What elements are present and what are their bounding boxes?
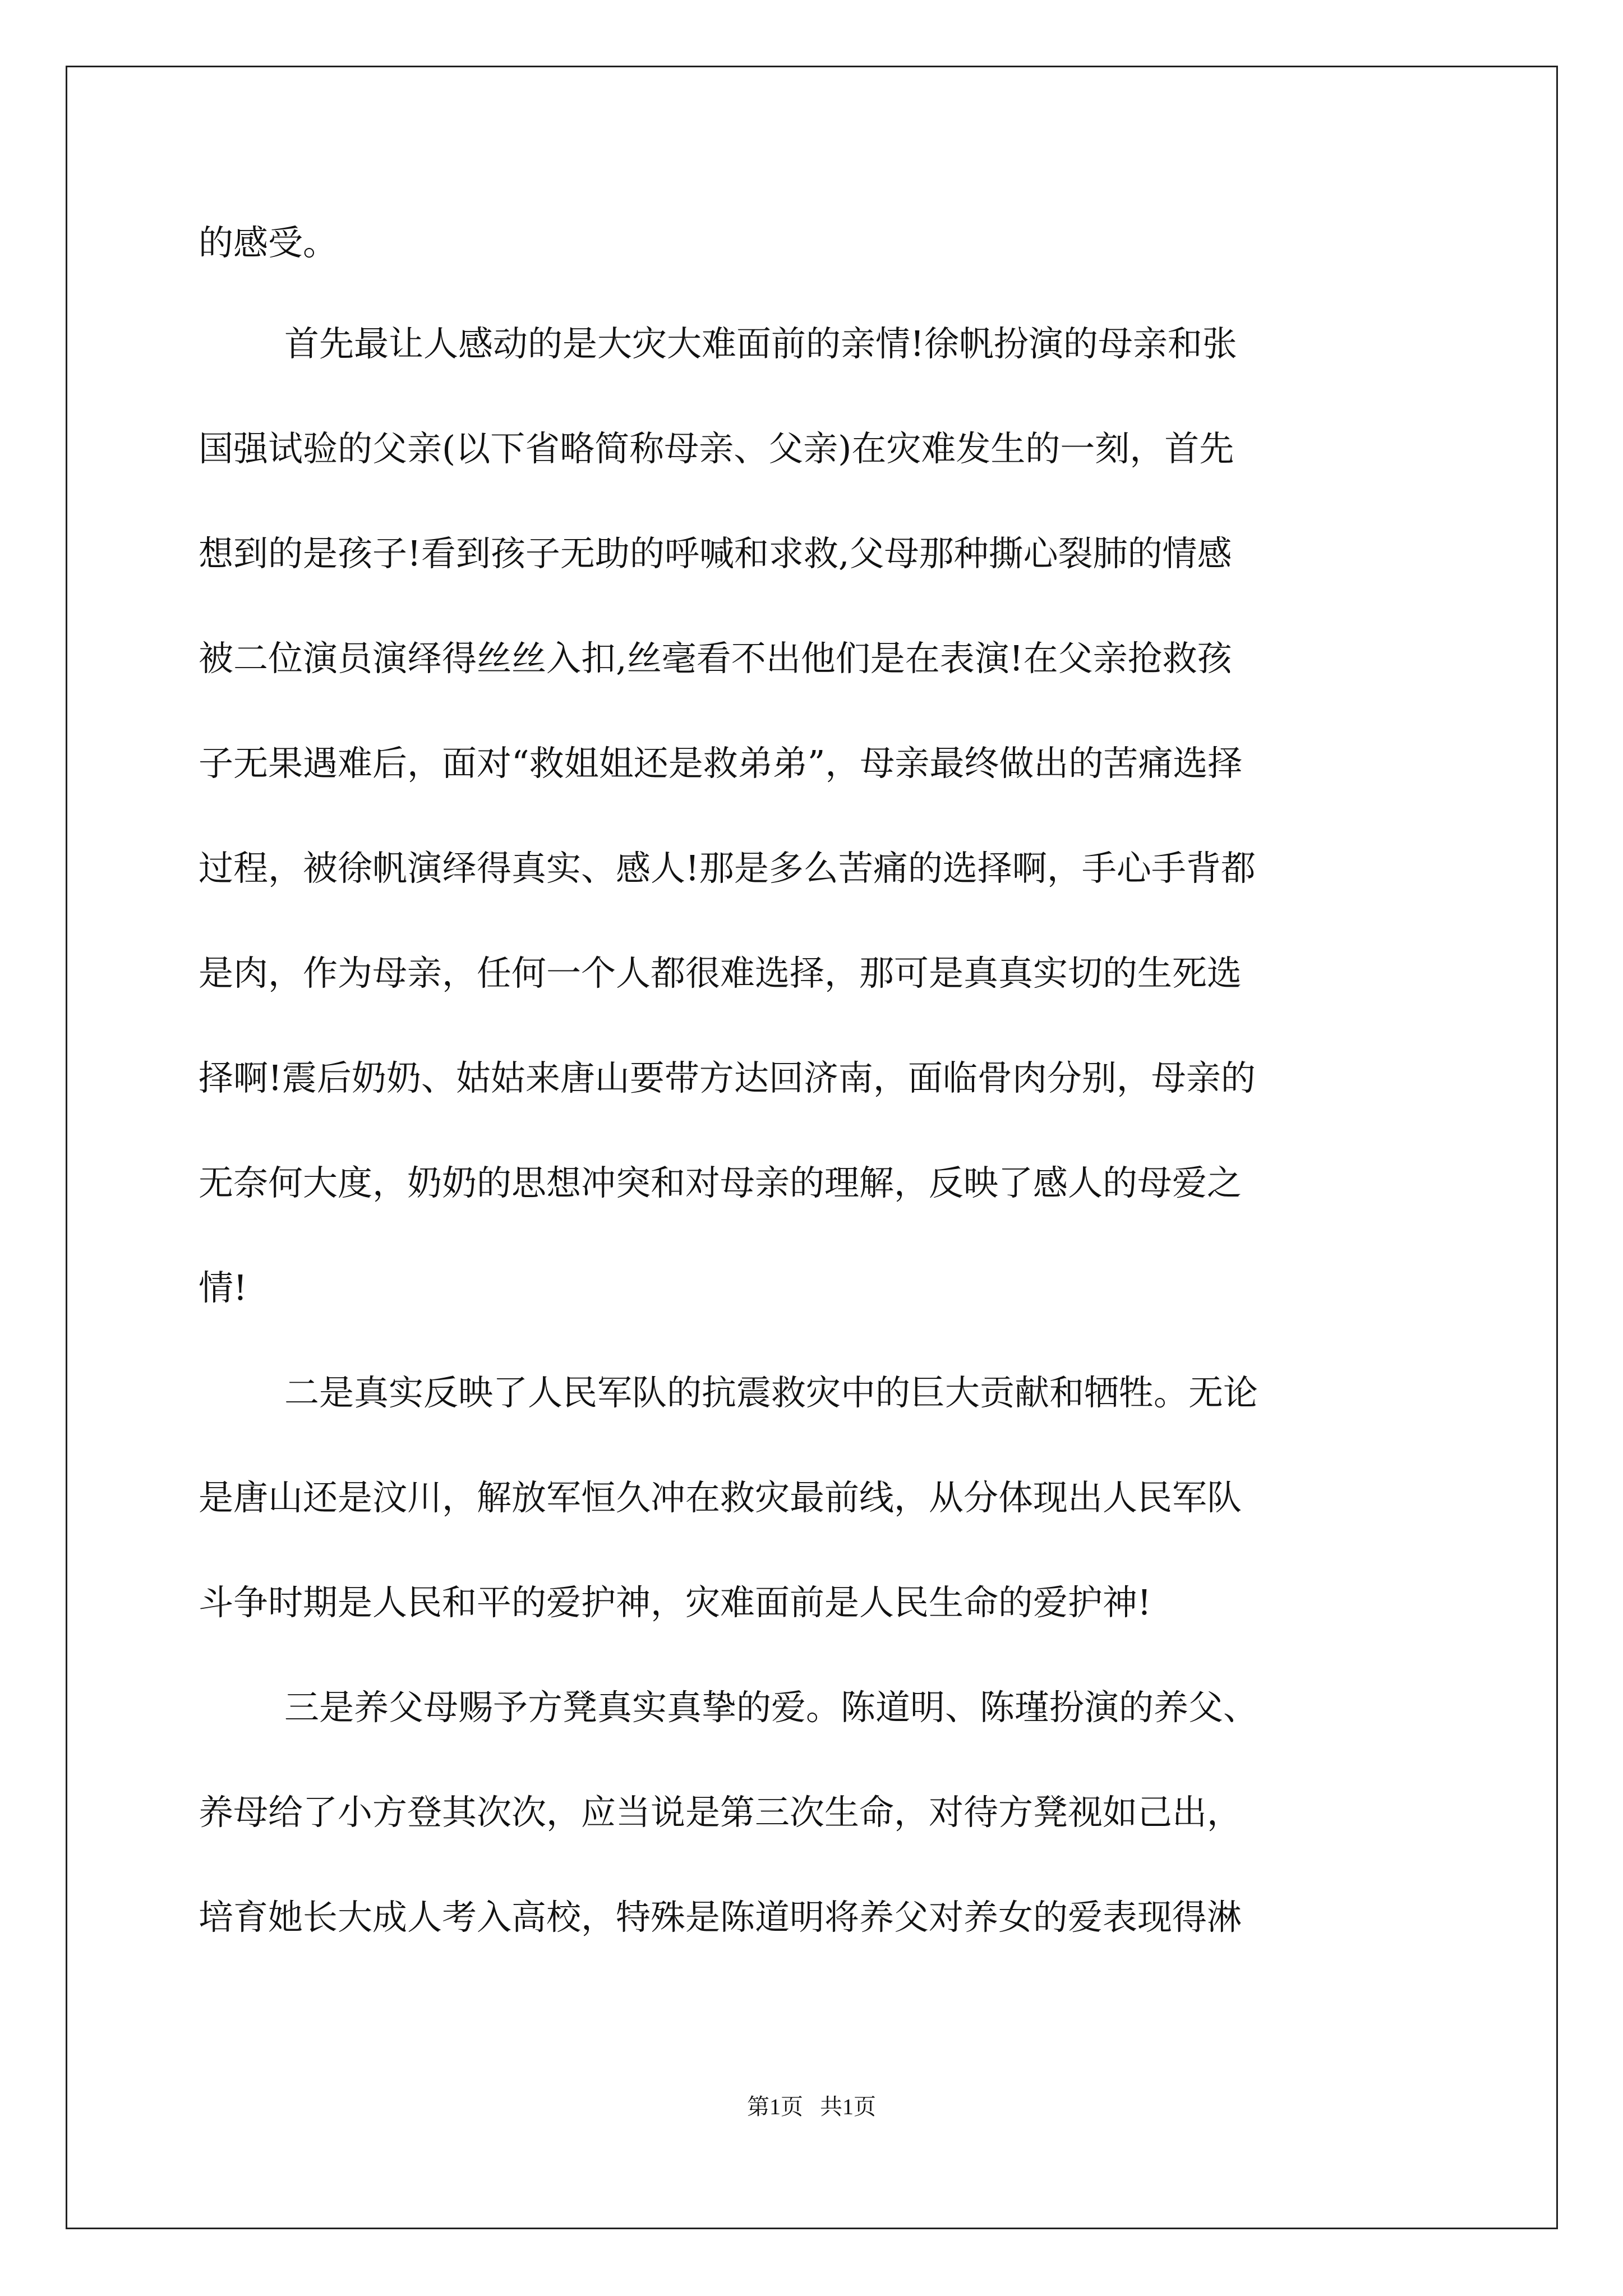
text-line: 被二位演员演绎得丝丝入扣,丝毫看不出他们是在表演!在父亲抢救孩	[199, 638, 1232, 679]
text-line: 过程，被徐帆演绎得真实、感人!那是多么苦痛的选择啊，手心手背都	[199, 848, 1256, 889]
text-line: 是唐山还是汶川，解放军恒久冲在救灾最前线，从分体现出人民军队	[199, 1477, 1242, 1518]
text-line: 子无果遇难后，面对“救姐姐还是救弟弟”，母亲最终做出的苦痛选择	[199, 743, 1243, 784]
page-number-footer: 第1页 共1页	[747, 2094, 876, 2119]
text-line: 无奈何大度，奶奶的思想冲突和对母亲的理解，反映了感人的母爱之	[199, 1162, 1242, 1203]
paragraph-first-line: 首先最让人感动的是大灾大难面前的亲情!徐帆扮演的母亲和张	[284, 323, 1237, 364]
text-line: 国强试验的父亲(以下省略简称母亲、父亲)在灾难发生的一刻，首先	[199, 428, 1234, 469]
text-line: 想到的是孩子!看到孩子无助的呼喊和求救,父母那种撕心裂肺的情感	[199, 533, 1232, 574]
text-line: 是肉，作为母亲，任何一个人都很难选择，那可是真真实切的生死选	[199, 953, 1242, 993]
text-line: 择啊!震后奶奶、姑姑来唐山要带方达回济南，面临骨肉分别，母亲的	[199, 1057, 1256, 1098]
text-line: 斗争时期是人民和平的爱护神，灾难面前是人民生命的爱护神!	[199, 1582, 1151, 1623]
text-line: 培育她长大成人考入高校，特殊是陈道明将养父对养女的爱表现得淋	[199, 1897, 1242, 1938]
paragraph-first-line: 三是养父母赐予方凳真实真挚的爱。陈道明、陈瑾扮演的养父、	[284, 1687, 1258, 1728]
text-line: 养母给了小方登其次次，应当说是第三次生命，对待方凳视如己出，	[199, 1792, 1242, 1833]
text-line: 情!	[199, 1267, 247, 1308]
paragraph-first-line: 二是真实反映了人民军队的抗震救灾中的巨大贡献和牺牲。无论	[284, 1372, 1258, 1413]
text-line: 的感受。	[199, 222, 338, 263]
